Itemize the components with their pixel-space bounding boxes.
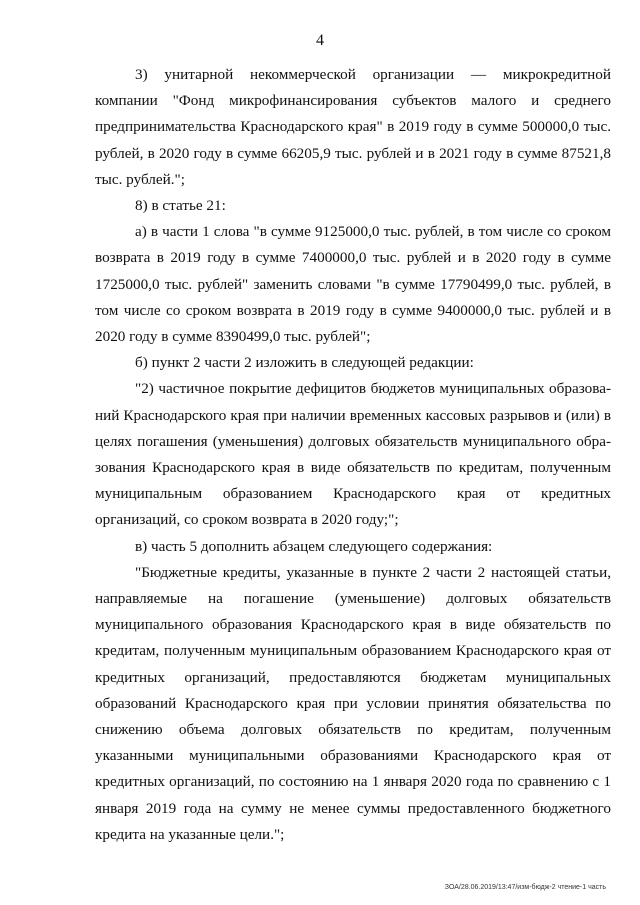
paragraph-quoted-point-2: "2) частичное покрытие дефицитов бюджетов муниципальных образований Краснодарского края при наличии временных кассовых разрывов и (или) в целях погашения (уменьшения) долговых обязательств муниципального образования Краснодарского края в виде обязательств по кредитам, полученным муниципальным образованием Краснодарского края от кредитных организаций, со сроком возврата в 2020 году;"; xyxy=(95,380,611,529)
page-number: 4 xyxy=(316,32,324,49)
footer-file-stamp: ЗОА/28.06.2019/13:47/изм-бюдж-2 чтение-1 часть xyxy=(444,884,606,891)
paragraph-item-3: 3) унитарной некоммерческой организации — микрокредитной компании "Фонд микрофинансирования субъектов малого и среднего предпринимательства Краснодарского края" в 2019 году в сумме 500000,0 тыс. рублей, в 2020 году в сумме 66205,9 тыс. рублей и в 2021 году в сумме 87521,8 тыс. рублей."; xyxy=(95,66,611,188)
paragraph-subitem-a: а) в части 1 слова "в сумме 9125000,0 тыс. рублей, в том числе со сроком возврата в 2019 году в сумме 7400000,0 тыс. рублей и в 2020 году в сумме 1725000,0 тыс. рублей" заменить словами "в сумме 17790499,0 тыс. рублей, в том числе со сроком возврата в 2019 году в сумме 9400000,0 тыс. рублей и в 2020 году в сумме 8390499,0 тыс. рублей"; xyxy=(95,223,611,346)
document-body xyxy=(95,62,611,848)
paragraph-item-8: 8) в статье 21: xyxy=(135,197,226,215)
paragraph-subitem-v: в) часть 5 дополнить абзацем следующего содержания: xyxy=(135,537,493,555)
paragraph-subitem-b: б) пункт 2 части 2 изложить в следующей редакции: xyxy=(135,354,474,372)
paragraph-quoted-budget-credits: "Бюджетные кредиты, указанные в пункте 2 части 2 настоящей статьи, направляемые на погашение (уменьшение) долговых обязательств муниципального образования Краснодарского края в виде обязательств по кредитам, полученным муниципальным образованием Краснодарского края от кредитных организаций, предоставляются бюджетам муниципальных образований Краснодарского края при условии принятия обязательства по снижению объема долговых обязательств по кредитам, полученным указанными муниципальными образованиями Краснодарского края от кредитных организаций, по состоянию на 1 января 2020 года по сравнению с 1 января 2019 года на сумму не менее суммы предоставленного бюджетного кредита на указанные цели."; xyxy=(95,563,611,843)
